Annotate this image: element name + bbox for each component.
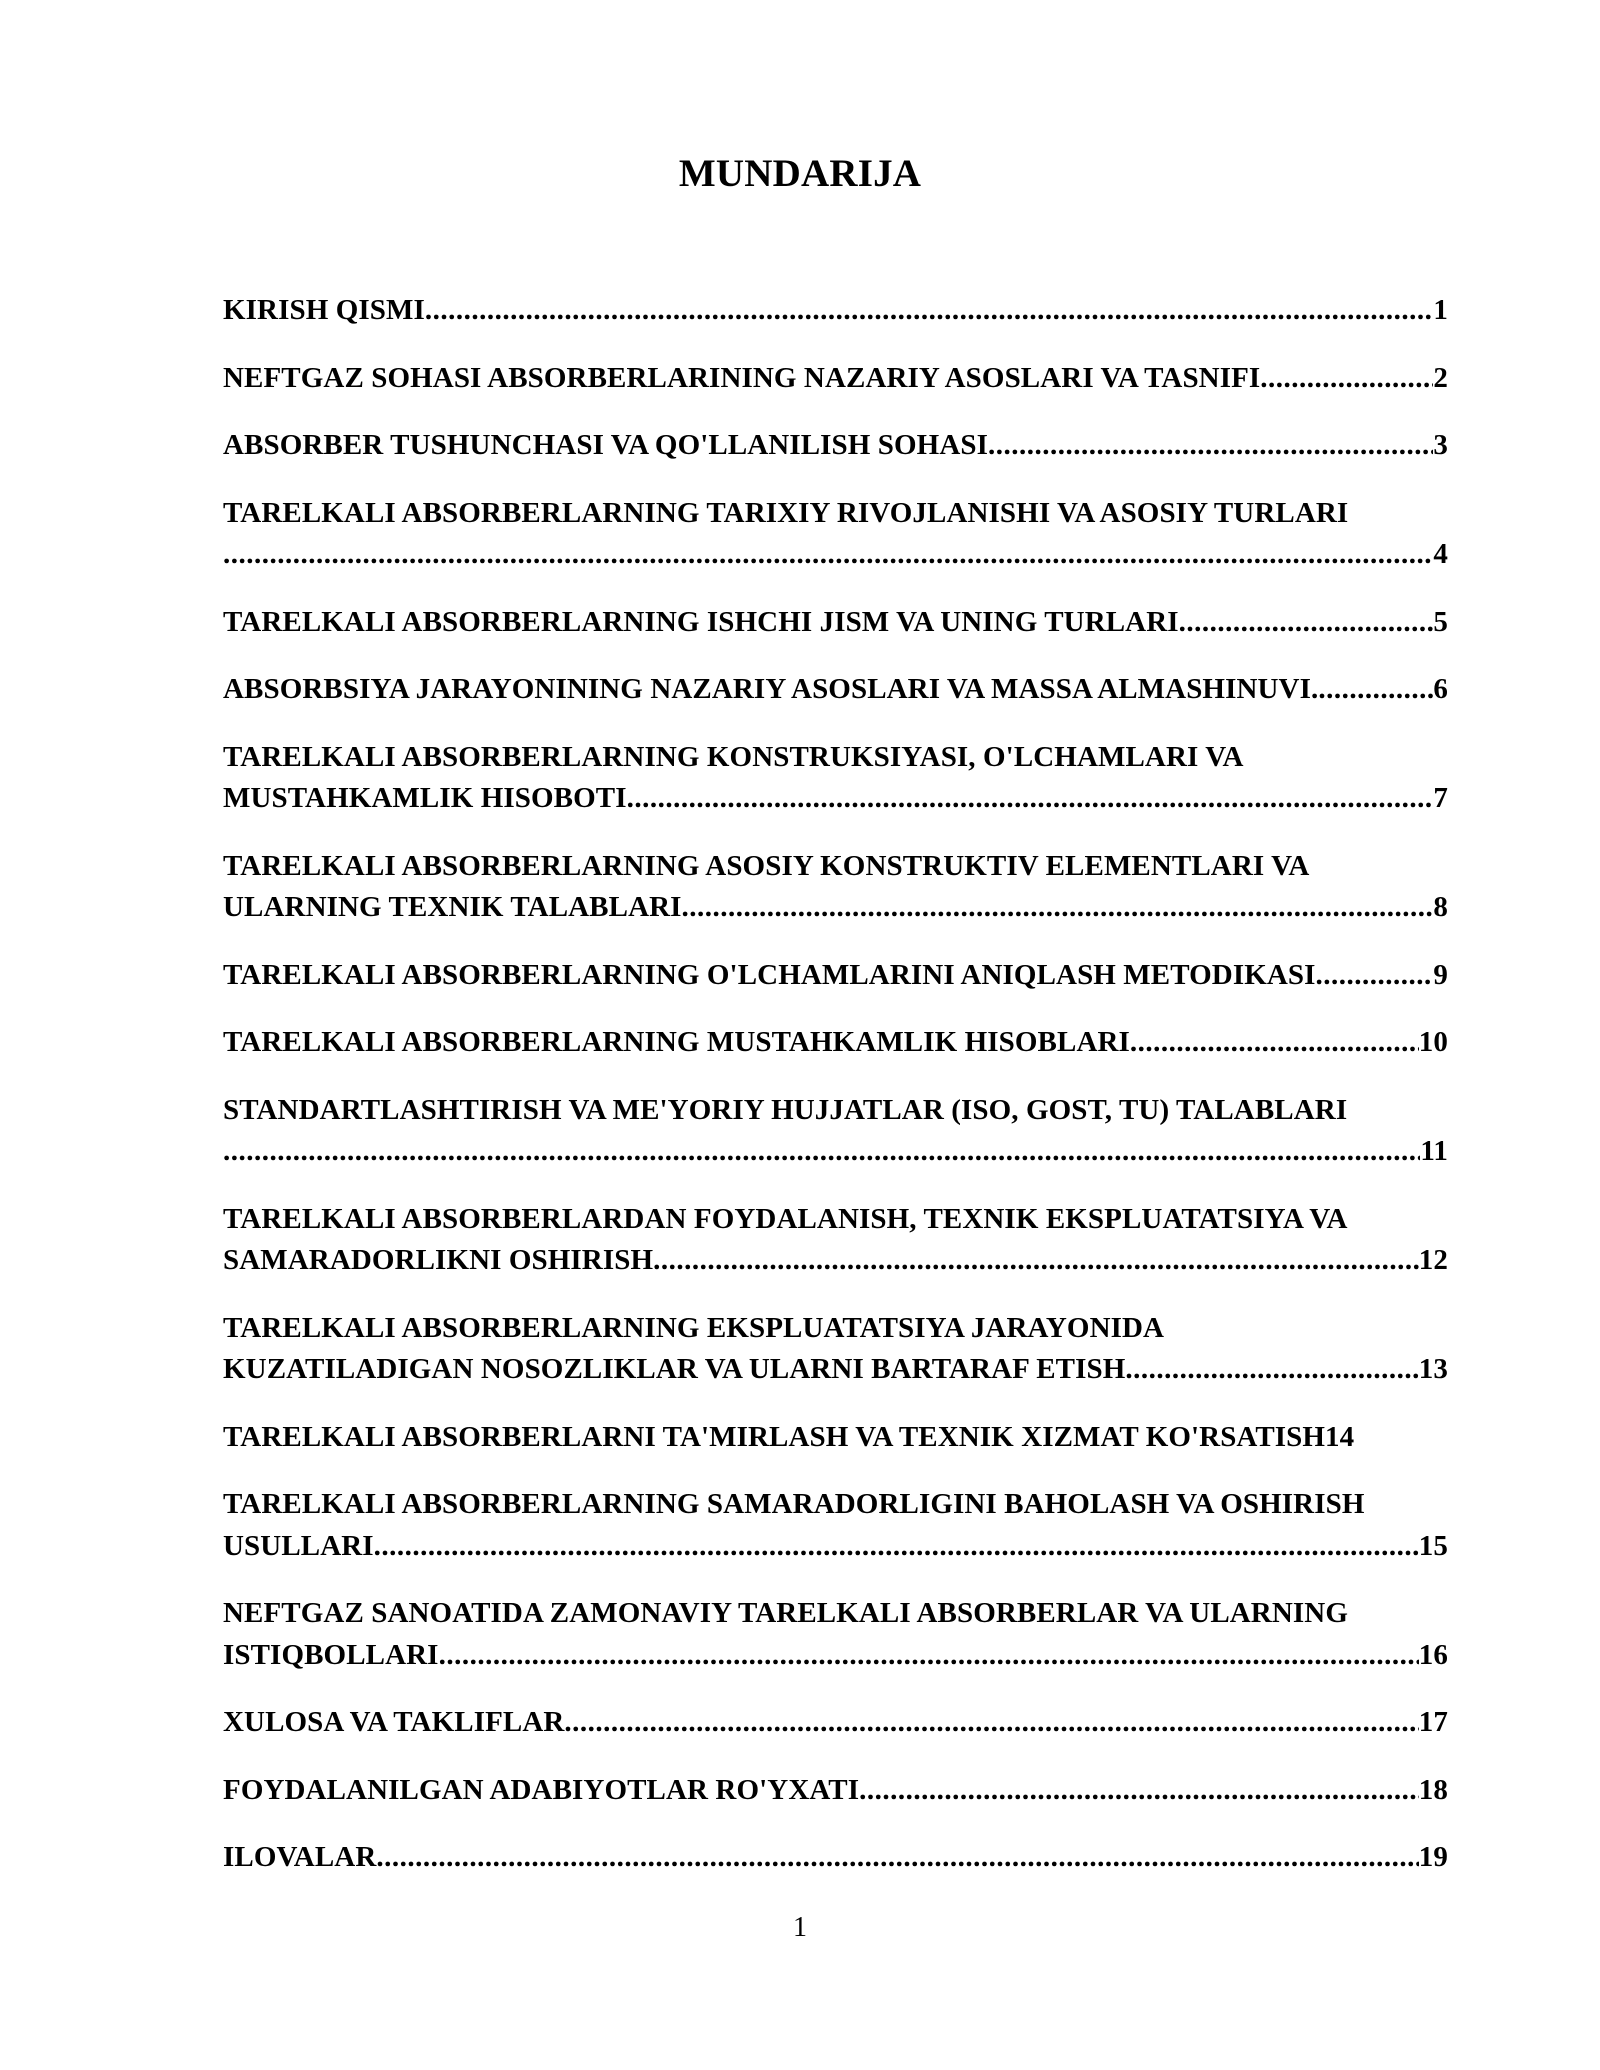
toc-page-number: 18: [1418, 1773, 1448, 1806]
toc-entry-title-line: TARELKALI ABSORBERLARNING EKSPLUATATSIYA JARAYONIDA: [223, 1311, 1165, 1344]
toc-entry-title-line: TARELKALI ABSORBERLARNING KONSTRUKSIYASI, O'LCHAMLARI VA: [223, 740, 1244, 773]
toc-entry[interactable]: [223, 1090, 1448, 1173]
toc-entry-title-line: TARELKALI ABSORBERLARDAN FOYDALANISH, TEXNIK EKSPLUATATSIYA VA: [223, 1202, 1348, 1235]
toc-entry[interactable]: [223, 1593, 1448, 1676]
toc-entry[interactable]: [223, 1702, 1448, 1744]
toc-entry-title: KUZATILADIGAN NOSOZLIKLAR VA ULARNI BARTARAF ETISH: [223, 1353, 1126, 1385]
toc-entry[interactable]: [223, 1770, 1448, 1812]
toc-page-number: 2: [1433, 361, 1448, 394]
toc-entry-title: SAMARADORLIKNI OSHIRISH: [223, 1244, 654, 1276]
toc-page-number: 15: [1418, 1529, 1448, 1562]
toc-entry-line: [223, 290, 1448, 332]
toc-entry[interactable]: [223, 737, 1448, 820]
toc-entry-title: KIRISH QISMI: [223, 294, 425, 326]
toc-page-number: 9: [1433, 958, 1448, 991]
toc-entry-title-line: STANDARTLASHTIRISH VA ME'YORIY HUJJATLAR (ISO, GOST, TU) TALABLARI: [223, 1093, 1348, 1126]
toc-dot-leader: [653, 1240, 1419, 1282]
toc-entry-line: [223, 358, 1448, 400]
toc-page-number: 10: [1418, 1026, 1448, 1058]
toc-dot-leader: [1125, 1349, 1418, 1391]
toc-entry-title: ISTIQBOLLARI: [223, 1638, 439, 1671]
toc-entry-title: USULLARI: [223, 1529, 374, 1562]
toc-entry-title-line: TARELKALI ABSORBERLARNING ASOSIY KONSTRUKTIV ELEMENTLARI VA: [223, 849, 1310, 882]
toc-entry-line: [223, 1526, 1448, 1568]
toc-entry[interactable]: [223, 602, 1448, 644]
toc-entry-line: [223, 1131, 1448, 1173]
toc-entry-title: ILOVALAR: [223, 1841, 377, 1873]
toc-entry[interactable]: [223, 955, 1448, 997]
toc-entry-line: [223, 1240, 1448, 1282]
toc-page-number: 11: [1420, 1135, 1448, 1167]
toc-dot-leader: [223, 534, 1433, 576]
toc-entry[interactable]: [223, 1417, 1448, 1459]
toc-entry-title: XULOSA VA TAKLIFLAR: [223, 1706, 565, 1738]
toc-page-number: 8: [1433, 891, 1448, 923]
toc-entry-line: [223, 425, 1448, 467]
toc-entry-title: TARELKALI ABSORBERLARNING O'LCHAMLARINI ANIQLASH METODIKASI: [223, 958, 1316, 991]
toc-entry-line: [223, 534, 1448, 576]
toc-entry-line: [223, 955, 1448, 997]
toc-entry-title: ABSORBSIYA JARAYONINING NAZARIY ASOSLARI VA MASSA ALMASHINUVI.: [223, 673, 1319, 705]
toc-entry[interactable]: [223, 846, 1448, 929]
toc-dot-leader: [1260, 358, 1433, 400]
toc-page-number: 6: [1433, 673, 1448, 705]
toc-entry-line: [223, 887, 1448, 929]
toc-dot-leader: [859, 1770, 1419, 1812]
toc-dot-leader: [1130, 1022, 1419, 1064]
toc-entry[interactable]: [223, 1199, 1448, 1282]
toc-entry-line: [223, 1349, 1448, 1391]
toc-dot-leader: [425, 290, 1434, 332]
toc-entry-line: [223, 669, 1448, 711]
toc-entry-line: [223, 1635, 1448, 1677]
toc-page-number: 16: [1418, 1638, 1448, 1671]
toc-entry-line: [223, 778, 1448, 820]
toc-entry[interactable]: [223, 669, 1448, 711]
toc-entry-line: [223, 1702, 1448, 1744]
toc-entry[interactable]: [223, 290, 1448, 332]
toc-entry[interactable]: [223, 1022, 1448, 1064]
toc-entry-title: TARELKALI ABSORBERLARNING MUSTAHKAMLIK HISOBLARI: [223, 1026, 1130, 1058]
toc-dot-leader: [682, 887, 1434, 929]
toc-page-number: 12: [1418, 1244, 1448, 1276]
toc-dot-leader: [627, 778, 1434, 820]
toc-page-number: 7: [1433, 782, 1448, 814]
toc-entry[interactable]: [223, 493, 1448, 576]
toc-dot-leader: [564, 1702, 1418, 1744]
toc-entry-line: [223, 1417, 1448, 1459]
toc-dot-leader: [1316, 955, 1434, 997]
toc-entry-title: ULARNING TEXNIK TALABLARI: [223, 891, 682, 923]
toc-entry-title: TARELKALI ABSORBERLARNI TA'MIRLASH VA TEXNIK XIZMAT KO'RSATISH: [223, 1420, 1326, 1453]
toc-page-number: 5: [1433, 605, 1448, 638]
toc-dot-leader: [1318, 669, 1433, 711]
toc-page-number: 19: [1418, 1841, 1448, 1873]
toc-entry[interactable]: [223, 425, 1448, 467]
toc-page-number: 14: [1325, 1420, 1355, 1453]
toc-entry-title: ABSORBER TUSHUNCHASI VA QO'LLANILISH SOHASI: [223, 429, 988, 461]
toc-page-number: 4: [1433, 538, 1448, 570]
toc-entry-title-line: NEFTGAZ SANOATIDA ZAMONAVIY TARELKALI ABSORBERLAR VA ULARNING: [223, 1597, 1348, 1629]
toc-dot-leader: [376, 1837, 1418, 1879]
toc-entry-line: [223, 602, 1448, 644]
toc-dot-leader: [988, 425, 1433, 467]
toc-page-number: 13: [1418, 1353, 1448, 1385]
toc-dot-leader: [374, 1526, 1419, 1568]
toc-entry-line: [223, 1022, 1448, 1064]
toc-dot-leader: [1179, 602, 1434, 644]
toc-entry-title: FOYDALANILGAN ADABIYOTLAR RO'YXATI: [223, 1773, 860, 1806]
toc-dot-leader: [439, 1635, 1419, 1677]
toc-entry-title-line: TARELKALI ABSORBERLARNING SAMARADORLIGINI BAHOLASH VA OSHIRISH: [223, 1488, 1365, 1520]
toc-entry[interactable]: [223, 358, 1448, 400]
toc-entry-title: TARELKALI ABSORBERLARNING ISHCHI JISM VA UNING TURLARI: [223, 605, 1179, 638]
toc-entry-title: MUSTAHKAMLIK HISOBOTI: [223, 782, 627, 814]
toc-entry[interactable]: [223, 1484, 1448, 1567]
toc-page-number: 1: [1433, 294, 1448, 326]
table-of-contents: [223, 290, 1448, 1905]
toc-entry[interactable]: [223, 1837, 1448, 1879]
page-title: MUNDARIJA: [678, 152, 922, 195]
toc-page-number: 3: [1433, 429, 1448, 461]
toc-entry-title-line: TARELKALI ABSORBERLARNING TARIXIY RIVOJLANISHI VA ASOSIY TURLARI: [223, 496, 1349, 529]
toc-entry[interactable]: [223, 1308, 1448, 1391]
toc-entry-line: [223, 1837, 1448, 1879]
toc-entry-line: [223, 1770, 1448, 1812]
toc-page-number: 17: [1418, 1706, 1448, 1738]
toc-dot-leader: [223, 1131, 1420, 1173]
toc-entry-title: NEFTGAZ SOHASI ABSORBERLARINING NAZARIY ASOSLARI VA TASNIFI: [223, 361, 1261, 394]
page-number: 1: [793, 1912, 807, 1943]
